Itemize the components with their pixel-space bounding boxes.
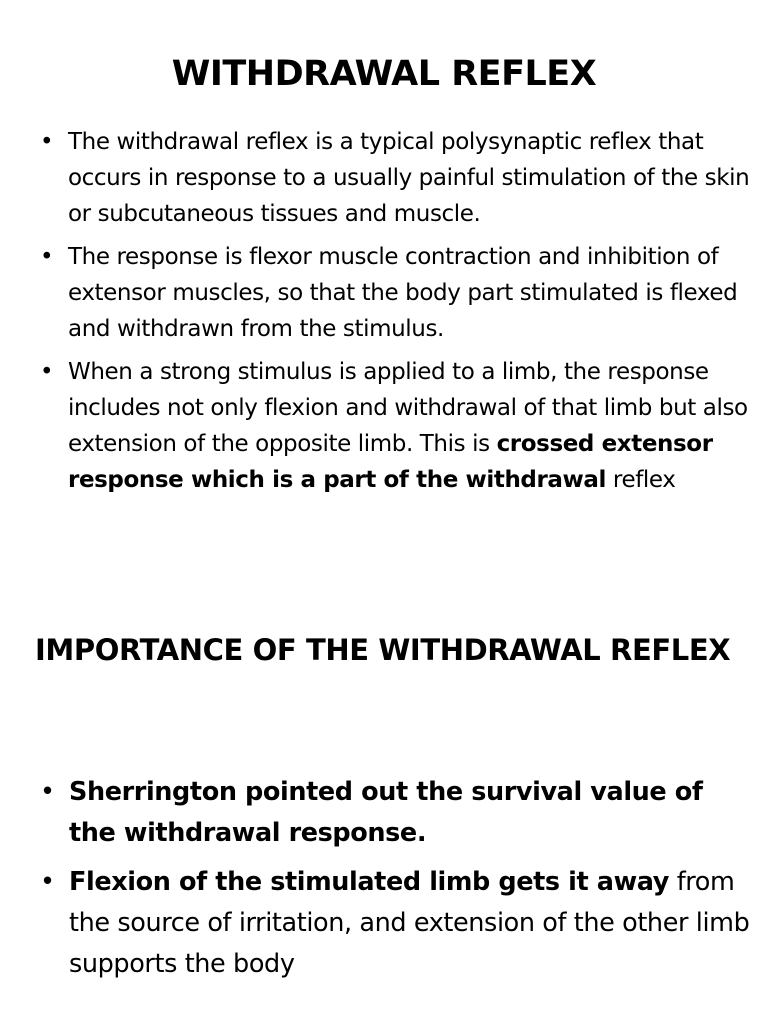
bullet-list xyxy=(40,124,756,505)
list-item xyxy=(40,862,756,985)
bullet-dot-icon: • xyxy=(40,359,54,385)
bullet-dot-icon: • xyxy=(40,777,55,807)
section-heading: IMPORTANCE OF THE WITHDRAWAL REFLEX xyxy=(35,633,731,667)
list-item xyxy=(40,354,756,498)
bullet-bold-text: crossed extensor response which is a part of the withdrawal xyxy=(68,431,713,493)
list-item xyxy=(40,772,756,854)
bullet-dot-icon: • xyxy=(40,867,55,897)
list-item xyxy=(40,239,756,347)
bullet-text-tail: reflex xyxy=(606,467,676,493)
bullet-dot-icon: • xyxy=(40,244,54,270)
page-title: WITHDRAWAL REFLEX xyxy=(171,54,597,94)
bullet-text-tail: from the source of irritation, and extension of the other limb supports the body xyxy=(69,867,750,979)
list-item xyxy=(40,124,756,232)
importance-bullet-list xyxy=(40,772,756,993)
bullet-bold-text: Sherrington pointed out the survival value of the withdrawal response. xyxy=(69,777,703,848)
bullet-text: When a strong stimulus is applied to a limb, the response includes not only flexion and withdrawal of that limb but also extension of the opposite limb. This is xyxy=(68,359,748,457)
bullet-bold-text: Flexion of the stimulated limb gets it away xyxy=(69,867,669,897)
bullet-text: The response is flexor muscle contraction and inhibition of extensor muscles, so that the body part stimulated is flexed and withdrawn from the stimulus. xyxy=(68,244,738,342)
bullet-text: The withdrawal reflex is a typical polysynaptic reflex that occurs in response to a usually painful stimulation of the skin or subcutaneous tissues and muscle. xyxy=(68,129,750,227)
bullet-dot-icon: • xyxy=(40,129,54,155)
